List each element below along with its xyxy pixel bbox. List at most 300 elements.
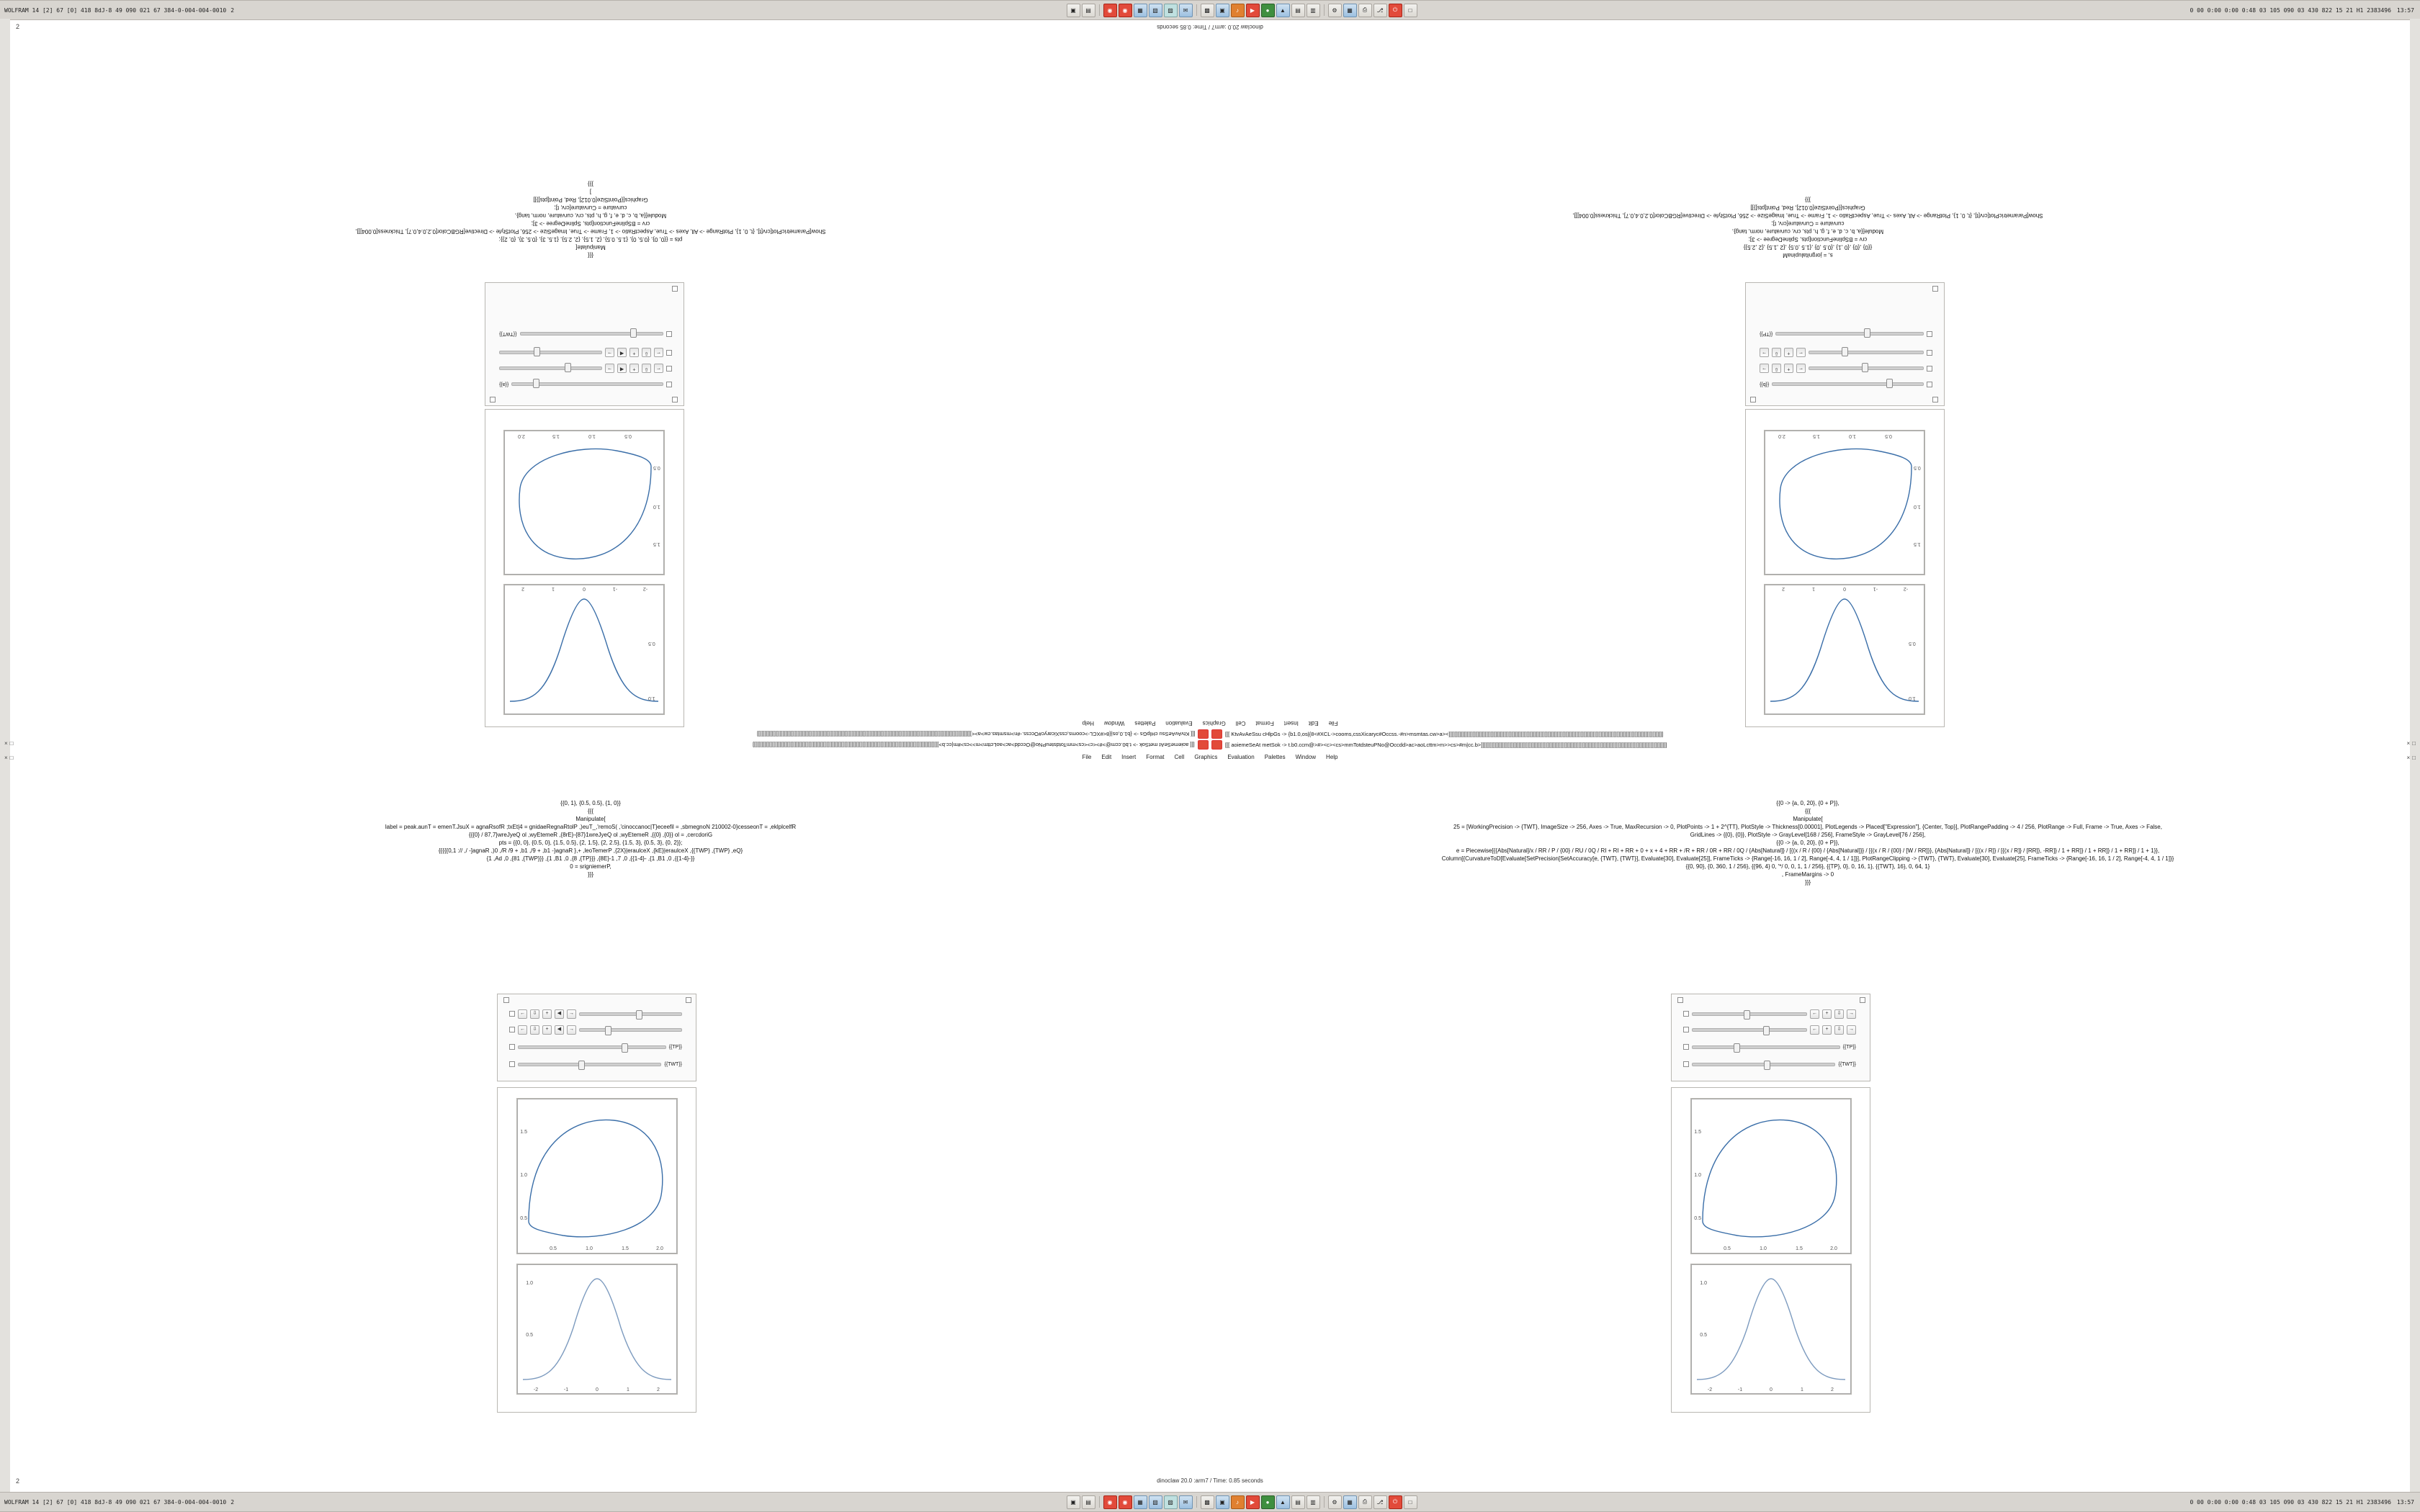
svg-text:-2: -2	[642, 586, 648, 591]
svg-text:1.0: 1.0	[588, 433, 596, 438]
manipulate-row-a-bl[interactable]	[509, 1009, 682, 1019]
row-c-next-button-tl[interactable]: →	[605, 348, 614, 358]
video-icon[interactable]: ▶	[1246, 1495, 1260, 1509]
row-c-toggle-br[interactable]	[1683, 1044, 1689, 1050]
center-editor-strip[interactable]	[0, 720, 2420, 760]
taskbar-top-status: WOLFRAM 14 [2] 67 [0] 418 8dJ-8 49 090 021 67 384-0-004-004-0010	[4, 6, 227, 14]
manipulate-row-a-br[interactable]	[1683, 1009, 1856, 1019]
manipulate-row-b-br[interactable]	[1683, 1025, 1856, 1035]
row-a-down-button-bl[interactable]: ⇩	[530, 1009, 539, 1019]
code-line-2-tr: {{0} ,{0} ,{0 ,1} ,{0.5 ,0} ,{1.5 ,0.5} ,{2 ,1.5} ,{2 ,2.5}}	[1743, 244, 1873, 251]
svg-text:0.5: 0.5	[1909, 641, 1916, 646]
svg-text:2.0: 2.0	[656, 1246, 663, 1251]
row-a-toggle-br[interactable]	[1683, 1011, 1689, 1017]
window-close-icon-right[interactable]: ×	[2406, 755, 2411, 761]
panel-close-icon-tr[interactable]	[1750, 397, 1756, 402]
window-minimize-icon[interactable]: ×	[4, 740, 8, 747]
code-block-tr[interactable]	[1304, 196, 2312, 259]
menu-item-window[interactable]: Window	[1295, 754, 1317, 760]
printer-icon[interactable]: ⎙	[1358, 1495, 1372, 1509]
window-controls-right-2[interactable]	[2406, 755, 2416, 761]
window-minimize-icon-right[interactable]: ×	[2406, 740, 2411, 747]
image-icon[interactable]: ▣	[1216, 1495, 1229, 1509]
error-marker-2-icon[interactable]	[1211, 729, 1222, 739]
taskbar-separator	[1324, 1496, 1325, 1508]
row-c-next-button-tr[interactable]: →	[1760, 348, 1769, 358]
editor-line-1-mirror[interactable]: [[[ KtvAvAeSsu cHlpGs -> {b1.0,os|{8<#XCL->cooms,cssXicaryc#Occss.-#n>msmtas.cw>a><]]]]]]]]]]]]]]]]]]]]]]]]]]]]]]]]]]]]]]]]]]]]]]]]]]]]]]]]]]]]]]]]]]]]]]]]]]]]]]]]]]]]]]]]]]]]]]]]]]]]]]]]]]]]]]]]]]]]]]]]]]]]]]]]]]]]]]]]]]]]]]]	[1225, 731, 1664, 737]
trash-icon[interactable]: □	[1404, 1495, 1417, 1509]
svg-text:2.0: 2.0	[1778, 433, 1785, 438]
row-b-next-button-tl[interactable]: →	[605, 364, 614, 374]
row-c-slider-br[interactable]	[1692, 1045, 1840, 1049]
code-line-5-tr: curvature = Curvature[crv, t];	[1771, 220, 1845, 227]
launcher-icon[interactable]: ▣	[1067, 4, 1080, 17]
row-b-toggle-tr[interactable]	[1927, 366, 1932, 372]
row-b-next-button-tr[interactable]: →	[1760, 364, 1769, 374]
row-b-prev-button-bl[interactable]: ←	[518, 1025, 527, 1035]
row-c-prev-button-tl[interactable]: ←	[654, 348, 663, 358]
editor-line-2-mirror[interactable]: [[[ aoiemeSeAt metSok -> t.b0.ccm@>#><c><cs>mmTotdsteuPNo@Occdd>ac>aoLcttm>m>>cs>#m|cc.b>]]]]]]]]]]]]]]]]]]]]]]]]]]]]]]]]]]]]]]]]]]]]]]]]]]]]]]]]]]]]]]]]]]]]]]]]]]]]]]]]]]]]]]]]]]]]]]]]]]]]]]]]]]]]]]]]]]]]]]]]]]]]	[1225, 742, 1667, 748]
taskbar-separator	[1196, 4, 1197, 16]
row-a-down-button-br[interactable]: ⇩	[1834, 1009, 1844, 1019]
manipulate-row-d-tr[interactable]	[1760, 329, 1932, 339]
row-b-slider-tr[interactable]	[1809, 367, 1924, 371]
svg-text:1: 1	[1812, 586, 1815, 591]
record-icon[interactable]: ◉	[1103, 4, 1117, 17]
row-a-next-button-br[interactable]: →	[1847, 1009, 1856, 1019]
music-icon[interactable]: ♪	[1231, 4, 1245, 17]
plot-tr-lower	[1764, 430, 1925, 575]
svg-text:-1: -1	[1873, 586, 1878, 591]
archive-icon[interactable]: ▥	[1307, 4, 1320, 17]
taskbar-bottom-status: WOLFRAM 14 [2] 67 [0] 418 8dJ-8 49 090 021 67 384-0-004-004-0010	[4, 1498, 227, 1506]
error-marker-1-icon[interactable]	[1198, 729, 1209, 739]
plot-br-upper-svg	[1691, 1099, 1851, 1254]
row-c-slider-tr[interactable]	[1809, 351, 1924, 355]
quadrant-bottom-left[interactable]	[0, 770, 1181, 1490]
code-line-11-br: }}}	[1804, 879, 1811, 886]
svg-text:0.5: 0.5	[1694, 1216, 1701, 1221]
taskbar-bottom-index: 2	[230, 1498, 235, 1506]
svg-text:0.5: 0.5	[1700, 1333, 1707, 1338]
row-a-slider-br[interactable]	[1692, 1012, 1807, 1016]
menu-item-palettes[interactable]: Palettes	[1134, 720, 1156, 726]
maps-icon[interactable]: ▲	[1276, 4, 1290, 17]
image-icon[interactable]: ▣	[1216, 4, 1229, 17]
usb-icon[interactable]: ⎇	[1373, 4, 1387, 17]
menu-item-format[interactable]: Format	[1146, 754, 1165, 760]
window-restore-icon-right[interactable]: □	[2412, 755, 2416, 761]
files-icon[interactable]: ▦	[1134, 4, 1147, 17]
panel-close-icon-bl[interactable]	[686, 997, 691, 1003]
row-d-toggle-bl[interactable]	[509, 1061, 515, 1067]
code-line-2-br: {{{	[1804, 808, 1811, 814]
row-a-slider-tr[interactable]	[1772, 383, 1924, 387]
row-b-plus-button-bl[interactable]: +	[542, 1025, 552, 1035]
taskbar-top[interactable]	[0, 0, 2420, 20]
code-line-3-bl: Manipulate[	[575, 816, 606, 822]
row-b-down-button-bl[interactable]: ⇩	[530, 1025, 539, 1035]
archive-icon[interactable]: ▥	[1307, 1495, 1320, 1509]
row-c-plus-button-tr[interactable]: +	[1784, 348, 1793, 358]
svg-text:2.0: 2.0	[518, 433, 525, 438]
code-line-10-br: , FrameMargins -> 0	[1781, 871, 1834, 878]
taskbar-bottom[interactable]	[0, 1492, 2420, 1512]
menu-item-palettes[interactable]: Palettes	[1264, 754, 1286, 760]
row-c-toggle-tr[interactable]	[1927, 350, 1932, 356]
svg-text:0.5: 0.5	[550, 1246, 557, 1251]
music-icon[interactable]: ♪	[1231, 1495, 1245, 1509]
svg-text:0.5: 0.5	[1724, 1246, 1731, 1251]
svg-text:-2: -2	[1707, 1387, 1713, 1392]
row-d-toggle-br[interactable]	[1683, 1061, 1689, 1067]
code-line-6-tr: Show[ParametricPlot[crv[t], {t, 0, 1}, PlotRange -> All, Axes -> True, AspectRatio -> 1, Frame -> True, ImageSize -> 256, PlotStyle -> Directive[RGBColor[0.2,0.4,0.7], Thickness[0.004]]],	[1572, 212, 2043, 219]
code-line-3-tl: pts = {{0, 0}, {0.5, 0}, {1.5, 0.5}, {2, 1.5}, {2, 2.5}, {1.5, 3}, {0.5, 3}, {0, 2}};	[498, 236, 683, 243]
code-line-2-bl: {{{	[587, 808, 593, 814]
row-b-toggle-br[interactable]	[1683, 1027, 1689, 1032]
svg-text:0.5: 0.5	[526, 1333, 533, 1338]
menu-item-graphics[interactable]: Graphics	[1202, 720, 1226, 726]
svg-text:0: 0	[1770, 1387, 1773, 1392]
editor-line-row-1[interactable]	[0, 729, 2420, 739]
svg-text:1.5: 1.5	[1813, 433, 1820, 438]
error-marker-3-icon[interactable]	[1198, 740, 1209, 750]
manipulate-row-c-br[interactable]	[1683, 1042, 1856, 1052]
svg-text:2: 2	[521, 586, 524, 591]
mail-icon[interactable]: ✉	[1179, 1495, 1193, 1509]
code-line-6-tl: Module[{a, b, c, d, e, f, g, h, pts, crv, curvature, norm, tang},	[514, 212, 667, 219]
code-line-5-br: GridLines -> {{0}, {0}}, PlotStyle -> GrayLevel[168 / 256], FrameStyle -> GrayLevel[76 / 256],	[1690, 832, 1926, 838]
mail-icon[interactable]: ✉	[1179, 4, 1193, 17]
calc-icon[interactable]: ▩	[1201, 1495, 1214, 1509]
taskbar-top-launcher[interactable]	[307, 4, 2177, 17]
video-icon[interactable]: ▶	[1246, 4, 1260, 17]
editor-icon[interactable]: ▨	[1164, 1495, 1178, 1509]
menu-item-window[interactable]: Window	[1103, 720, 1125, 726]
row-b-next-button-br[interactable]: →	[1847, 1025, 1856, 1035]
editor-icon[interactable]: ▨	[1164, 4, 1178, 17]
window-restore-icon[interactable]: □	[9, 755, 14, 761]
row-b-down-button-tr[interactable]: ⇩	[1772, 364, 1781, 374]
quadrant-top-left[interactable]	[0, 36, 1181, 756]
code-line-1-bl: {{0, 1}, {0.5, 0.5}, {1, 0}}	[560, 800, 621, 806]
manipulate-panel-tl[interactable]	[485, 282, 684, 406]
svg-text:1.0: 1.0	[586, 1246, 593, 1251]
plot-br-upper	[1690, 1098, 1852, 1254]
code-line-8-bl: {1 ,Ad ,0 ,{81 ,{TWP}}} ,{1 ,B1 ,0 ,{8 ,{TP}}} ,{8E}-1 ,7 ,0 ,{{1-4}- ,{1 ,B1 ,0 ,{{1-4}-}}	[486, 855, 695, 862]
svg-text:-1: -1	[1737, 1387, 1743, 1392]
graphics-group-bl	[497, 1087, 696, 1413]
row-a-toggle-tl[interactable]	[666, 382, 672, 387]
monitor-icon[interactable]: ▦	[1343, 4, 1357, 17]
manipulate-row-a-tl[interactable]	[499, 379, 672, 390]
row-d-value-bl: {{TWT}}	[664, 1061, 682, 1067]
stop-icon[interactable]: ◉	[1119, 4, 1132, 17]
row-b-down-button-tl[interactable]: ⇩	[642, 364, 651, 374]
manipulate-row-b-tr[interactable]	[1760, 364, 1932, 374]
svg-text:-2: -2	[1903, 586, 1909, 591]
panel-close-icon-tl[interactable]	[490, 397, 496, 402]
panel-menu-icon-tr[interactable]	[1932, 397, 1938, 402]
row-d-slider-bl[interactable]	[518, 1063, 661, 1066]
svg-text:0.5: 0.5	[1885, 433, 1892, 438]
row-d-toggle-tr[interactable]	[1927, 331, 1932, 337]
svg-text:1: 1	[627, 1387, 629, 1392]
taskbar-bottom-clock: 13:57	[2396, 1498, 2414, 1506]
row-b-plus-button-br[interactable]: +	[1822, 1025, 1832, 1035]
settings-icon[interactable]: ⚙	[1328, 1495, 1342, 1509]
row-b-play-button-tl[interactable]: ◀	[617, 364, 627, 374]
menu-item-help[interactable]: Help	[1082, 720, 1094, 726]
code-line-9-br: {{0, 90}, {0, 360, 1 / 256}, {{96, 4} 0, '*/ 0, 0, 1, 1 / 256}, {{TP}, 0}, 0, 16, 1}, {{TWT}, 16}, 0, 64, 1}	[1685, 863, 1930, 870]
menu-item-cell[interactable]: Cell	[1235, 720, 1246, 726]
svg-text:1.5: 1.5	[1694, 1130, 1701, 1135]
code-line-4-tr: Module[{a, b, c, d, e, f, g, h, pts, crv, curvature, norm, tang},	[1731, 228, 1884, 235]
launcher-icon[interactable]: ▣	[1067, 1495, 1080, 1509]
menubar[interactable]	[0, 754, 2420, 760]
panel-resize-icon-tl[interactable]	[672, 286, 678, 292]
row-b-plus-button-tr[interactable]: +	[1784, 364, 1793, 374]
menu-item-edit[interactable]: Edit	[1101, 754, 1112, 760]
row-b-toggle-tl[interactable]	[666, 366, 672, 372]
row-c-toggle-bl[interactable]	[509, 1044, 515, 1050]
usb-icon[interactable]: ⎇	[1373, 1495, 1387, 1509]
row-d-toggle-tl[interactable]	[666, 331, 672, 337]
printer-icon[interactable]: ⎙	[1358, 4, 1372, 17]
code-block-br[interactable]	[1260, 799, 2355, 886]
row-d-slider-br[interactable]	[1692, 1063, 1835, 1066]
menu-item-insert[interactable]: Insert	[1121, 754, 1137, 760]
row-a-next-button-bl[interactable]: →	[567, 1009, 576, 1019]
code-line-3-tr: crv = BSplineFunction[pts, SplineDegree -> 3];	[1748, 236, 1868, 243]
code-line-6-bl: pts = {{0, 0}, {0.5, 0}, {1.5, 0.5}, {2, 1.5}, {2, 2.5}, {1.5, 3}, {0.5, 3}, {0, 2}};	[498, 840, 683, 846]
row-c-slider-tl[interactable]	[499, 351, 602, 355]
browser-icon[interactable]: ▧	[1149, 1495, 1162, 1509]
svg-text:-1: -1	[563, 1387, 569, 1392]
row-d-slider-tl[interactable]	[520, 333, 663, 336]
taskbar-top-left	[0, 7, 307, 14]
svg-text:1.5: 1.5	[653, 541, 660, 546]
window-controls-left[interactable]	[4, 740, 14, 747]
row-c-plus-button-tl[interactable]: +	[629, 348, 639, 358]
plot-tr-upper-svg	[1765, 585, 1924, 714]
row-b-slider-br[interactable]	[1692, 1028, 1807, 1032]
plot-tl-lower	[503, 430, 665, 575]
code-line-5-bl: {{{0} / 87,7}wreJyeQ ol ,wyEtemeR ,{8rE}-{87}1wreJyeQ ol ,wyEtemeR ,{{0} ,{0}} ol = ,cercdoriG	[468, 832, 713, 838]
menu-item-edit[interactable]: Edit	[1308, 720, 1319, 726]
svg-text:1.5: 1.5	[622, 1246, 629, 1251]
window-maximize-icon-right[interactable]: □	[2412, 740, 2416, 747]
code-line-1-tl: {{{	[588, 252, 594, 258]
stop-icon[interactable]: ◉	[1119, 1495, 1132, 1509]
panel-menu-icon-br[interactable]	[1677, 997, 1683, 1003]
row-b-slider-bl[interactable]	[579, 1028, 682, 1032]
code-line-3-br: Manipulate[	[1793, 816, 1823, 822]
row-d-value-br: {{TWT}}	[1838, 1061, 1856, 1067]
row-b-next-button-bl[interactable]: →	[567, 1025, 576, 1035]
window-controls-right[interactable]	[2406, 740, 2416, 747]
row-a-play-button-bl[interactable]: ◀	[555, 1009, 564, 1019]
manipulate-row-c-tr[interactable]	[1760, 348, 1932, 358]
code-line-2-tl: Manipulate[	[575, 244, 606, 251]
monitor-icon[interactable]: ▦	[1343, 1495, 1357, 1509]
taskbar-bottom-launcher[interactable]	[307, 1495, 2177, 1509]
maps-icon[interactable]: ▲	[1276, 1495, 1290, 1509]
svg-text:1.0: 1.0	[1914, 504, 1921, 509]
power-icon[interactable]: ⏻	[1389, 4, 1402, 17]
row-b-prev-button-br[interactable]: ←	[1810, 1025, 1819, 1035]
row-b-toggle-bl[interactable]	[509, 1027, 515, 1032]
manipulate-row-d-bl[interactable]	[509, 1059, 682, 1069]
trash-icon[interactable]: □	[1404, 4, 1417, 17]
row-a-value-tl: {{a}}	[499, 382, 509, 387]
code-line-7-tl: curvature = Curvature[crv, t];	[554, 204, 627, 211]
row-a-plus-button-bl[interactable]: +	[542, 1009, 552, 1019]
svg-text:-1: -1	[612, 586, 618, 591]
editor-line-1[interactable]: [[[ KtvAvAeSsu cHlpGs -> {b1.0,os|{8<#XCL->cooms,cssXicaryc#Occss.-#n>msmtas.cw>a><]]]]]]]]]]]]]]]]]]]]]]]]]]]]]]]]]]]]]]]]]]]]]]]]]]]]]]]]]]]]]]]]]]]]]]]]]]]]]]]]]]]]]]]]]]]]]]]]]]]]]]]]]]]]]]]]]]]]]]]]]]]]]]]]]]]]]]]]]]]]]]]	[756, 731, 1195, 737]
code-line-10-tl: }}}	[588, 181, 594, 187]
row-b-slider-tl[interactable]	[499, 367, 602, 371]
svg-text:0: 0	[596, 1387, 599, 1392]
panel-resize-icon-tr[interactable]	[1932, 286, 1938, 292]
row-c-prev-button-tr[interactable]: ←	[1796, 348, 1806, 358]
svg-text:0.5: 0.5	[653, 465, 660, 470]
row-c-down-button-tl[interactable]: ⇩	[642, 348, 651, 358]
browser-icon[interactable]: ▧	[1149, 4, 1162, 17]
row-a-plus-button-br[interactable]: +	[1822, 1009, 1832, 1019]
plot-br-lower-svg	[1691, 1264, 1851, 1394]
menu-item-file[interactable]: File	[1082, 754, 1092, 760]
taskbar-separator	[1099, 4, 1100, 16]
settings-icon[interactable]: ⚙	[1328, 4, 1342, 17]
window-controls-left-2[interactable]	[4, 755, 14, 761]
svg-text:1.0: 1.0	[1694, 1173, 1701, 1178]
files-icon[interactable]: ▦	[1134, 1495, 1147, 1509]
plot-bl-upper-svg	[517, 1099, 677, 1254]
menu-item-evaluation[interactable]: Evaluation	[1227, 754, 1255, 760]
notes-icon[interactable]: ▤	[1291, 1495, 1305, 1509]
row-d-value-tl: {{TWT}}	[499, 331, 517, 337]
manipulate-row-b-bl[interactable]	[509, 1025, 682, 1035]
quadrant-top-right[interactable]	[1217, 36, 2398, 756]
code-line-9-tl: ]	[589, 189, 592, 195]
row-c-slider-bl[interactable]	[518, 1045, 666, 1049]
row-d-slider-tr[interactable]	[1775, 333, 1924, 336]
svg-text:2.0: 2.0	[1830, 1246, 1837, 1251]
taskbar-top-right	[2177, 7, 2420, 14]
manipulate-row-b-tl[interactable]	[499, 364, 672, 374]
manipulate-row-d-tl[interactable]	[499, 329, 672, 339]
window-maximize-icon[interactable]: □	[9, 740, 14, 747]
manipulate-row-d-br[interactable]	[1683, 1059, 1856, 1069]
taskbar-top-index: 2	[230, 6, 235, 14]
code-line-7-bl: {{{{{0,1 :// ,/ -]agnaR ,)0 ,/R /9 + ,b1 ,/9 + ,b1 -}agnaR },+ ,leoTemerP ,{2X}|eraulceX ,{kE}|eraulceX ,{{TWP} ,{TWP} ,eQ}	[438, 847, 743, 854]
svg-text:1.0: 1.0	[526, 1281, 533, 1286]
menu-item-insert[interactable]: Insert	[1283, 720, 1299, 726]
svg-text:0.5: 0.5	[520, 1216, 527, 1221]
panel-menu-icon-tl[interactable]	[672, 397, 678, 402]
plot-bl-lower-svg	[517, 1264, 677, 1394]
row-a-prev-button-br[interactable]: ←	[1810, 1009, 1819, 1019]
menu-item-file[interactable]: File	[1328, 720, 1338, 726]
panel-menu-icon-bl[interactable]	[503, 997, 509, 1003]
menubar-mirrored[interactable]	[0, 720, 2420, 726]
svg-text:0.5: 0.5	[648, 641, 655, 646]
code-line-5-tl: crv = BSplineFunction[pts, SplineDegree -> 3];	[531, 220, 650, 227]
row-b-down-button-br[interactable]: ⇩	[1834, 1025, 1844, 1035]
manipulate-row-a-tr[interactable]	[1760, 379, 1932, 390]
manipulate-row-c-bl[interactable]	[509, 1042, 682, 1052]
plot-tr-lower-svg	[1765, 431, 1924, 575]
row-a-slider-bl[interactable]	[579, 1012, 682, 1016]
chat-icon[interactable]: ●	[1261, 4, 1275, 17]
row-d-value-tr: {{TP}}	[1760, 331, 1773, 337]
menu-item-graphics[interactable]: Graphics	[1194, 754, 1218, 760]
row-c-toggle-tl[interactable]	[666, 350, 672, 356]
manipulate-panel-br[interactable]	[1671, 994, 1870, 1081]
code-line-4-br: 25 = [WorkingPrecision -> {TWT}, ImageSize -> 256, Axes -> True, MaxRecursion -> 0, PlotPoints -> 1 + 2^{TT}, PlotStyle -> Thickness[0.00001], PlotLegends -> Placed["Expression"], {Center, Top}], PlotRangePadding -> 4 / 256, PlotRange -> Full, Frame -> True, Axes -> False,	[1453, 824, 2162, 830]
error-marker-4-icon[interactable]	[1211, 740, 1222, 750]
row-c-down-button-tr[interactable]: ⇩	[1772, 348, 1781, 358]
code-line-10-bl: }}}	[587, 871, 593, 878]
row-b-plus-button-tl[interactable]: +	[629, 364, 639, 374]
row-b-prev-button-tr[interactable]: ←	[1796, 364, 1806, 374]
code-line-8-tr: }}}	[1805, 197, 1811, 203]
quadrant-bottom-right[interactable]	[1217, 770, 2398, 1490]
svg-text:2: 2	[1782, 586, 1785, 591]
manipulate-row-c-tl[interactable]	[499, 348, 672, 358]
row-a-value-tr: {{b}}	[1760, 382, 1770, 387]
window-close-icon[interactable]: ×	[4, 755, 8, 761]
row-a-toggle-bl[interactable]	[509, 1011, 515, 1017]
menu-item-cell[interactable]: Cell	[1174, 754, 1185, 760]
code-line-7-tr: Graphics[{PointSize[0.012], Red, Point[pts]}]]	[1750, 204, 1865, 211]
row-b-prev-button-tl[interactable]: ←	[654, 364, 663, 374]
terminal-icon[interactable]: ▤	[1082, 1495, 1095, 1509]
code-block-bl[interactable]	[144, 799, 1037, 878]
record-icon[interactable]: ◉	[1103, 1495, 1117, 1509]
manipulate-panel-tr[interactable]	[1745, 282, 1945, 406]
menu-item-evaluation[interactable]: Evaluation	[1165, 720, 1193, 726]
row-c-value-br: {{TP}}	[1842, 1044, 1856, 1050]
row-c-play-button-tl[interactable]: ◀	[617, 348, 627, 358]
chat-icon[interactable]: ●	[1261, 1495, 1275, 1509]
calc-icon[interactable]: ▩	[1201, 4, 1214, 17]
code-line-1-br: {{0 -> {a, 0, 20}, {0 + P}},	[1776, 800, 1839, 806]
panel-close-icon-br[interactable]	[1860, 997, 1865, 1003]
svg-text:-2: -2	[533, 1387, 539, 1392]
row-a-slider-tl[interactable]	[511, 383, 663, 387]
row-a-toggle-tr[interactable]	[1927, 382, 1932, 387]
row-b-play-button-bl[interactable]: ◀	[555, 1025, 564, 1035]
svg-text:1.0: 1.0	[648, 696, 655, 701]
power-icon[interactable]: ⏻	[1389, 1495, 1402, 1509]
code-block-tl[interactable]	[144, 180, 1037, 259]
terminal-icon[interactable]: ▤	[1082, 4, 1095, 17]
editor-line-row-2[interactable]	[0, 740, 2420, 750]
taskbar-bottom-left	[0, 1499, 307, 1506]
row-a-prev-button-bl[interactable]: ←	[518, 1009, 527, 1019]
plot-tl-upper-svg	[504, 585, 664, 714]
editor-line-2[interactable]: [[[ aoiemeSeAt metSok -> t.b0.ccm@>#><c><cs>mmTotdsteuPNo@Occdd>ac>aoLcttm>m>>cs>#m|cc.b>]]]]]]]]]]]]]]]]]]]]]]]]]]]]]]]]]]]]]]]]]]]]]]]]]]]]]]]]]]]]]]]]]]]]]]]]]]]]]]]]]]]]]]]]]]]]]]]]]]]]]]]]]]]]]]]]]]]]]]]]]]]]	[753, 742, 1195, 748]
manipulate-panel-bl[interactable]	[497, 994, 696, 1081]
plot-br-lower	[1690, 1264, 1852, 1395]
menu-item-format[interactable]: Format	[1255, 720, 1274, 726]
notes-icon[interactable]: ▤	[1291, 4, 1305, 17]
svg-text:2: 2	[1831, 1387, 1834, 1392]
taskbar-bottom-sysinfo: 0 00 0:00 0:00 0:48 03 105 090 03 430 822 15 21 H1 2383496	[2190, 1498, 2391, 1506]
menu-item-help[interactable]: Help	[1326, 754, 1338, 760]
